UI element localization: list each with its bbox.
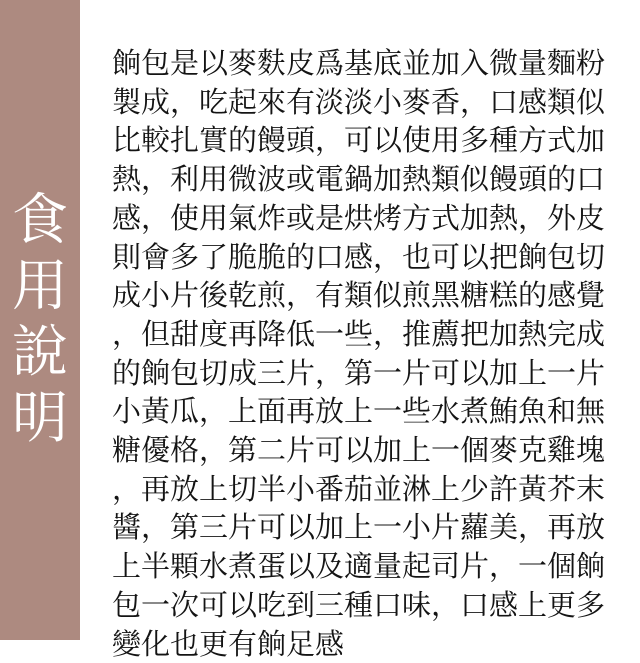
text-line: 的餉包切成三片，第一片可以加上一片 — [112, 355, 606, 390]
text-line: 感，使用氣炸或是烘烤方式加熱，外皮 — [112, 200, 606, 235]
text-line: 變化也更有餉足感 — [112, 626, 345, 661]
text-line: 餉包是以麥麩皮爲基底並加入微量麵粉 — [112, 46, 606, 80]
sidebar-title — [0, 188, 80, 452]
text-line: 小黃瓜，上面再放上一些水煮鮪魚和無 — [112, 394, 606, 429]
text-line: 比較扎實的饅頭，可以使用多種方式加 — [112, 123, 606, 158]
text-line: 包一次可以吃到三種口味，口感上更多 — [112, 587, 606, 622]
text-line: 上半顆水煮蛋以及適量起司片，一個餉 — [112, 549, 606, 584]
sidebar-title-char: 說 — [12, 320, 68, 385]
usage-instructions-text — [112, 44, 632, 663]
text-line: 熱，利用微波或電鍋加熱類似饅頭的口 — [112, 162, 606, 197]
sidebar — [0, 0, 80, 640]
sidebar-title-char: 明 — [12, 386, 68, 451]
text-line: 糖優格，第二片可以加上一個麥克雞塊 — [112, 433, 606, 468]
sidebar-title-char: 用 — [12, 254, 68, 319]
text-line: ，但甜度再降低一些，推薦把加熱完成 — [112, 316, 606, 351]
text-line: 醬，第三片可以加上一小片蘿美，再放 — [112, 510, 606, 545]
text-line: ，再放上切半小番茄並淋上少許黃芥末 — [112, 471, 606, 506]
text-line: 製成，吃起來有淡淡小麥香，口感類似 — [112, 84, 606, 119]
sidebar-title-char: 食 — [12, 188, 68, 253]
text-line: 成小片後乾煎，有類似煎黑糖糕的感覺 — [112, 278, 606, 313]
text-line: 則會多了脆脆的口感，也可以把餉包切 — [112, 239, 606, 274]
